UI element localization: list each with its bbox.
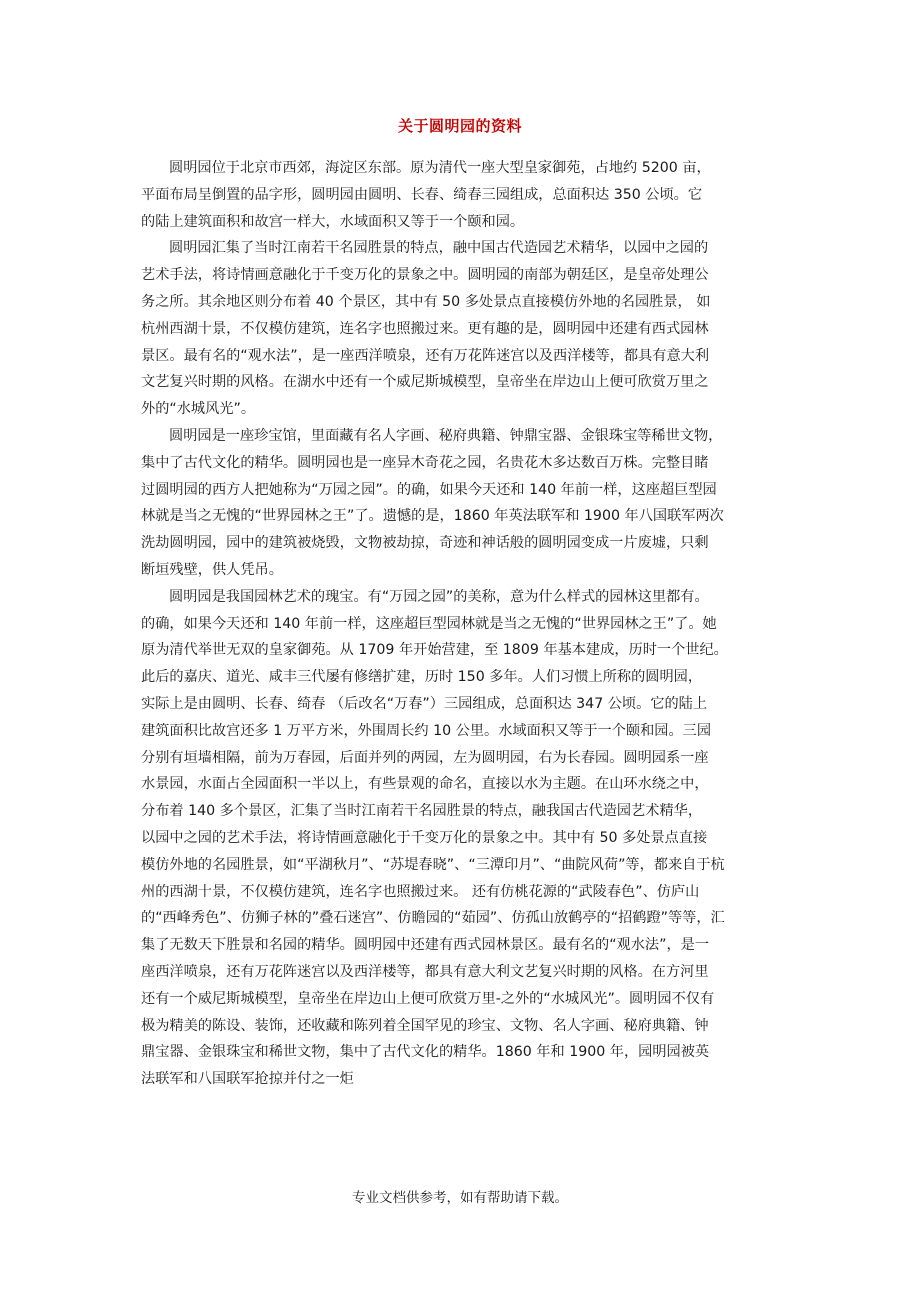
body-line: 实际上是由圆明、长春、绮春 （后改名“万春”）三园组成，总面积达 347 公顷。它的陆上 (141, 695, 708, 712)
body-line: 艺术手法，将诗情画意融化于千变万化的景象之中。圆明园的南部为朝廷区，是皇帝处理公 (141, 267, 709, 284)
body-line: 杭州西湖十景，不仅模仿建筑，连名字也照搬过来。更有趣的是，圆明园中还建有西式园林 (141, 320, 709, 337)
document-title: 关于圆明园的资料 (397, 117, 522, 135)
body-line: 原为清代举世无双的皇家御苑。从 1709 年开始营建，至 1809 年基本建成，历时一个世纪。 (141, 642, 728, 659)
body-line: 外的“水城风光”。 (141, 401, 256, 418)
body-line: 平面布局呈倒置的品字形，圆明园由圆明、长春、绮春三园组成，总面积达 350 公顷。它 (141, 186, 703, 203)
body-line: 建筑面积比故宫还多 1 万平方米，外围周长约 10 公里。水域面积又等于一个颐和园。三园 (141, 722, 712, 739)
body-line: 水景园，水面占全园面积一半以上，有些景观的命名，直接以水为主题。在山环水绕之中， (141, 776, 709, 793)
body-line: 的“西峰秀色”、仿狮子林的”叠石迷宫”、仿瞻园的“茹园”、仿孤山放鹤亭的“招鹤蹬”等等，汇 (141, 910, 725, 927)
body-line: 州的西湖十景，不仅模仿建筑，连名字也照搬过来。 还有仿桃花源的“武陵春色”、仿庐山 (141, 883, 700, 900)
body-line: 的陆上建筑面积和故宫一样大，水域面积又等于一个颐和园。 (141, 213, 525, 230)
body-line: 文艺复兴时期的风格。在湖水中还有一个威尼斯城模型，皇帝坐在岸边山上便可欣赏万里之 (141, 374, 709, 391)
body-line: 洗劫圆明园，园中的建筑被烧毁，文物被劫掠，奇迹和神话般的圆明园变成一片废墟，只剩 (141, 535, 709, 552)
body-line: 鼎宝器、金银珠宝和稀世文物，集中了古代文化的精华。1860 年和 1900 年，园明园被英 (141, 1044, 710, 1061)
body-line: 以园中之园的艺术手法，将诗情画意融化于千变万化的景象之中。其中有 50 多处景点直接 (141, 829, 708, 846)
body-line: 务之所。其余地区则分布着 40 个景区，其中有 50 多处景点直接模仿外地的名园胜景， 如 (141, 293, 711, 310)
body-line: 分布着 140 多个景区，汇集了当时江南若干名园胜景的特点，融我国古代造园艺术精华， (141, 803, 703, 820)
document-body (141, 155, 801, 1093)
body-line: 极为精美的陈设、装饰，还收藏和陈列着全国罕见的珍宝、文物、名人字画、秘府典籍、钟 (141, 1017, 709, 1034)
body-line: 法联军和八国联军抢掠并付之一炬 (141, 1071, 354, 1088)
body-line: 的确，如果今天还和 140 年前一样，这座超巨型园林就是当之无愧的“世界园林之王”了。她 (141, 615, 717, 632)
body-line: 过圆明园的西方人把她称为“万园之园”。的确，如果今天还和 140 年前一样，这座超巨型园 (141, 481, 717, 498)
body-line: 此后的嘉庆、道光、咸丰三代屡有修缮扩建，历时 150 多年。人们习惯上所称的圆明园， (141, 669, 703, 686)
body-line: 模仿外地的名园胜景，如“平湖秋月”、“苏堤春晓”、“三潭印月”、“曲院风荷”等，都来自于杭 (141, 856, 725, 873)
body-line: 集中了古代文化的精华。圆明园也是一座异木奇花之园，名贵花木多达数百万株。完整目睹 (141, 454, 709, 471)
body-line: 林就是当之无愧的“世界园林之王”了。遗憾的是，1860 年英法联军和 1900 年八国联军两次 (141, 508, 724, 525)
body-line: 景区。最有名的“观水法”，是一座西洋喷泉，还有万花阵迷宫以及西洋楼等，都具有意大利 (141, 347, 710, 364)
body-line: 断垣残壁，供人凭吊。 (141, 561, 283, 578)
body-line: 圆明园是我国园林艺术的瑰宝。有“万园之园”的美称，意为什么样式的园林这里都有。 (169, 588, 709, 605)
body-line: 圆明园汇集了当时江南若干名园胜景的特点，融中国古代造园艺术精华，以园中之园的 (169, 240, 709, 257)
body-line: 集了无数天下胜景和名园的精华。圆明园中还建有西式园林景区。最有名的“观水法”，是一 (141, 937, 710, 954)
body-line: 分别有垣墙相隔，前为万春园，后面并列的两园，左为圆明园，右为长春园。圆明园系一座 (141, 749, 709, 766)
body-line: 圆明园是一座珍宝馆，里面藏有名人字画、秘府典籍、钟鼎宝器、金银珠宝等稀世文物， (169, 427, 723, 444)
body-line: 座西洋喷泉，还有万花阵迷宫以及西洋楼等，都具有意大利文艺复兴时期的风格。在方河里 (141, 963, 709, 980)
body-line: 圆明园位于北京市西郊，海淀区东部。原为清代一座大型皇家御苑，占地约 5200 亩， (169, 160, 711, 176)
page-footer: 专业文档供参考，如有帮助请下载。 (352, 1190, 568, 1206)
body-line: 还有一个威尼斯城模型，皇帝坐在岸边山上便可欣赏万里-之外的“水城风光”。圆明园不仅有 (141, 990, 715, 1007)
